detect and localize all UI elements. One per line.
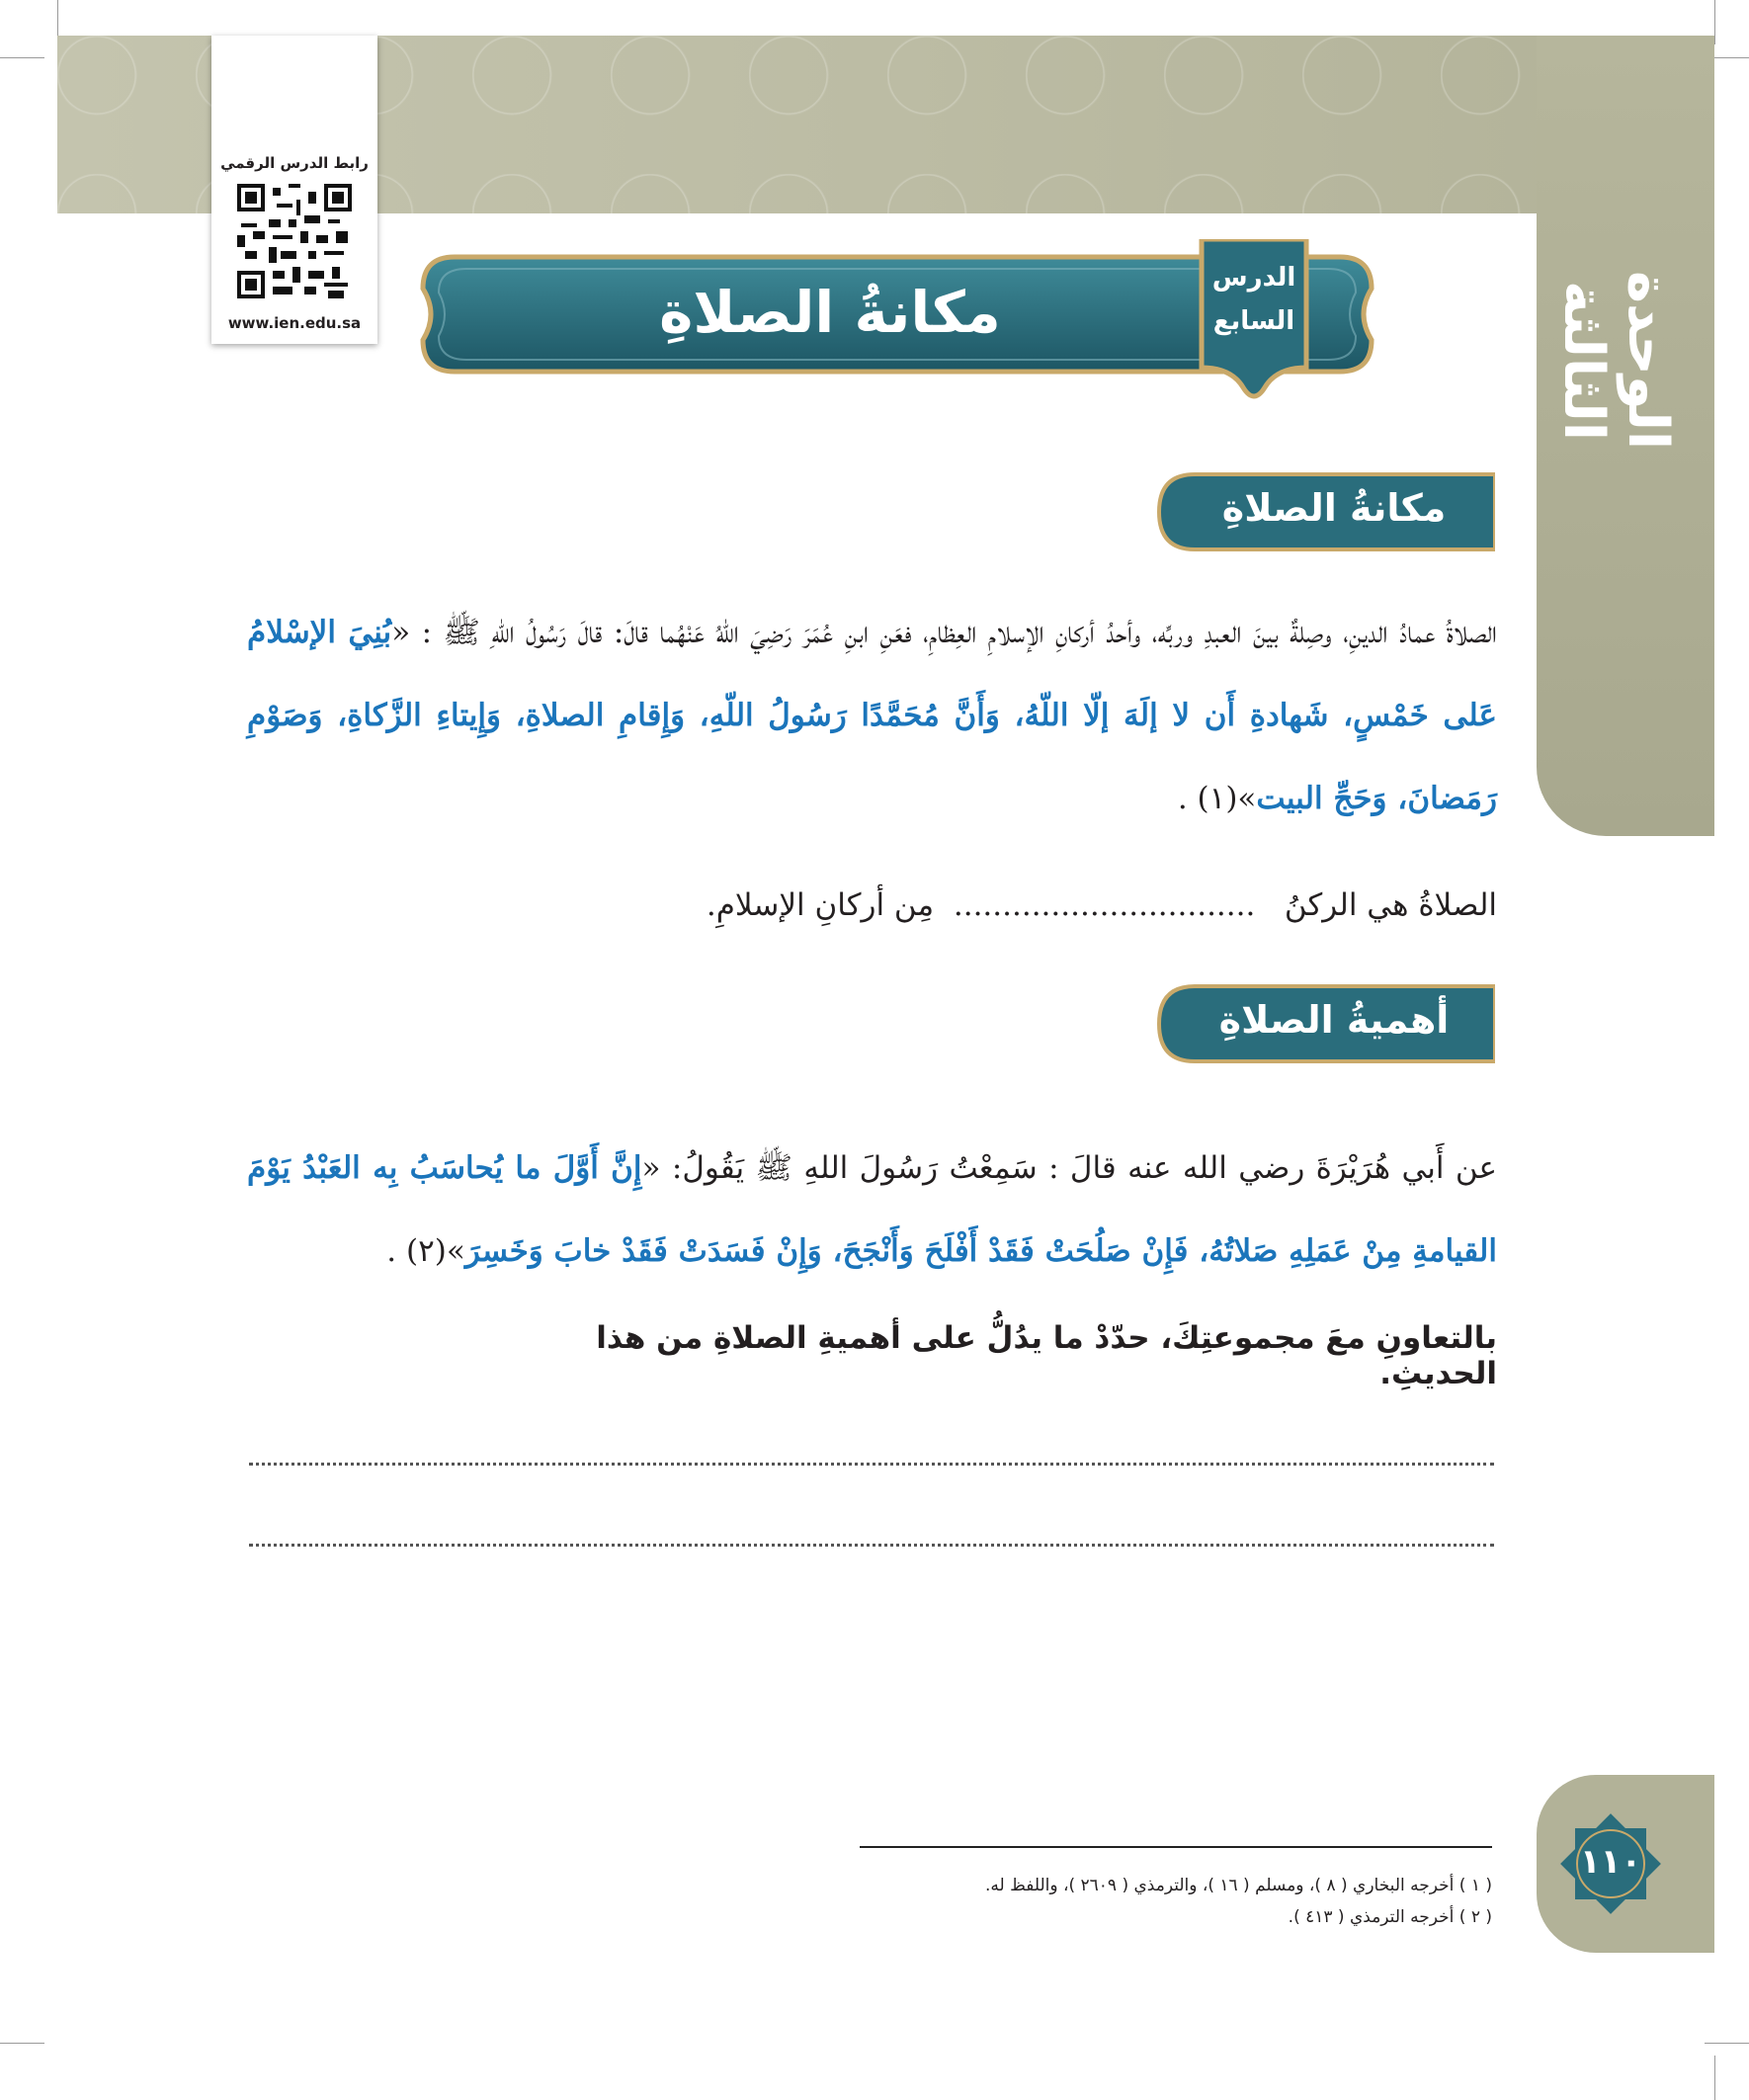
unit-title: الوحدة الثالثة — [1551, 271, 1680, 451]
qr-code-icon — [237, 184, 352, 298]
section1-heading: مكانةُ الصلاةِ — [1221, 486, 1447, 530]
lesson-tag-line2: السابع — [1212, 306, 1295, 336]
qr-label: رابط الدرس الرقمي — [220, 154, 369, 172]
qr-url: www.ien.edu.sa — [227, 314, 362, 332]
crop-mark — [0, 2043, 44, 2044]
qr-card[interactable] — [211, 36, 377, 344]
fill-in-sentence — [652, 887, 1497, 923]
crop-mark — [1714, 0, 1715, 44]
hadith-ref-1: »(١) . — [1177, 781, 1257, 816]
group-task: بالتعاونِ معَ مجموعتِكَ، حدّدْ ما يدُلُّ على أهميةِ الصلاةِ من هذا الحديثِ. — [596, 1320, 1497, 1391]
crop-mark — [1714, 2056, 1715, 2100]
hadith-quote-1: بُنِيَ الإسْلامُ عَلى خَمْسٍ، شَهادةِ أَن لا إلَهَ إلّا اللّهُ، وَأَنَّ مُحَمَّدًا رَسُولُ اللّهِ، وَإِقامِ الصلاةِ، وَإِيتاءِ الزَّكاةِ، وَصَوْمِ رَمَضانَ، وَحَجِّ البيت — [247, 615, 1497, 816]
lesson-tag-line1: الدرس — [1211, 263, 1296, 293]
section2-heading: أهميةُ الصلاةِ — [1218, 998, 1450, 1042]
fill-text-b: مِن أركانِ الإسلامِ. — [706, 887, 935, 923]
answer-line[interactable] — [249, 1463, 1494, 1466]
footnote-1: ( ١ ) أخرجه البخاري ( ٨ )، ومسلم ( ١٦ )، والترمذي ( ٢٦٠٩ )، واللفظ له. — [985, 1876, 1492, 1895]
answer-line[interactable] — [249, 1544, 1494, 1547]
fill-blank[interactable]: ............................... — [953, 887, 1256, 923]
footnote-divider — [860, 1846, 1492, 1848]
section1-text: الصلاةُ عمادُ الدينِ، وصِلةٌ بينَ العبدِ وربِّه، وأحدُ أركانِ الإسلامِ العِظامِ، فعَنِ ابنِ عُمَرَ رَضِيَ اللّهُ عَنْهُما قالَ: قالَ رَسُولُ اللهِ ﷺ : « — [391, 615, 1497, 650]
section1-paragraph — [247, 591, 1497, 840]
hadith-ref-2: »(٢) . — [386, 1233, 465, 1269]
hadith-quote-2: إِنَّ أَوَّلَ ما يُحاسَبُ بِه العَبْدُ يَوْمَ القيامةِ مِنْ عَمَلِهِ صَلاتُهُ، فَإِنْ صَلُحَتْ فَقَدْ أَفْلَحَ وَأَنْجَحَ، وَإِنْ فَسَدَتْ فَقَدْ خابَ وَخَسِرَ — [247, 1150, 1497, 1269]
crop-mark — [1705, 2043, 1749, 2044]
lesson-title: مكانةُ الصلاةِ — [659, 279, 1001, 346]
section2-text: عن أَبي هُرَيْرَةَ رضي الله عنه قالَ : سَمِعْتُ رَسُولَ اللهِ ﷺ يَقُولُ: « — [641, 1150, 1498, 1186]
crop-mark — [0, 57, 44, 58]
page-number: ١١٠ — [1579, 1842, 1642, 1882]
fill-text-a: الصلاةُ هي الركنُ — [1284, 887, 1497, 923]
footnote-2: ( ٢ ) أخرجه الترمذي ( ٤١٣ ). — [1288, 1907, 1492, 1927]
section2-paragraph — [247, 1127, 1497, 1293]
